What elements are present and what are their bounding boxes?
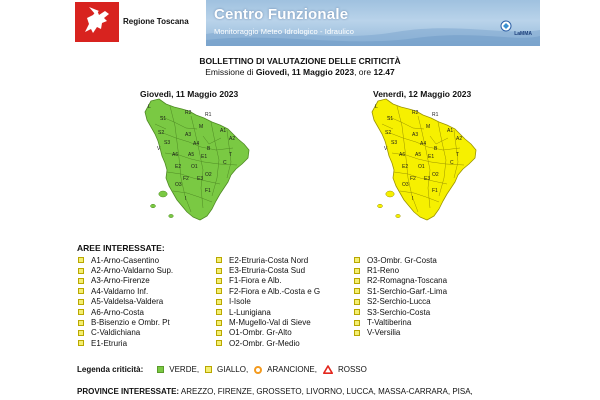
region-name: Regione Toscana — [123, 17, 189, 26]
yellow-square-icon — [78, 278, 84, 284]
area-label: M-Mugello-Val di Sieve — [229, 318, 311, 328]
zone-label: O3 — [402, 182, 409, 188]
area-item — [216, 286, 320, 296]
zone-label: T — [229, 152, 233, 158]
yellow-square-icon — [78, 299, 84, 305]
zone-label: T — [456, 152, 460, 158]
yellow-square-icon — [78, 330, 84, 336]
bulletin-title: BOLLETTINO DI VALUTAZIONE DELLE CRITICITÀ — [199, 56, 401, 66]
areas-column-1 — [78, 255, 173, 349]
emission-time: 12.47 — [373, 67, 395, 77]
yellow-square-icon — [205, 366, 212, 373]
legend-item-label: VERDE, — [169, 365, 200, 374]
zone-label: A5 — [188, 152, 195, 158]
area-label: O1-Ombr. Gr-Alto — [229, 328, 292, 338]
yellow-square-icon — [354, 268, 360, 274]
zone-label: C — [450, 160, 454, 166]
yellow-square-icon — [78, 309, 84, 315]
area-item — [78, 338, 173, 348]
zone-label: O3 — [175, 182, 182, 188]
yellow-square-icon — [354, 320, 360, 326]
island-shape — [377, 204, 382, 208]
yellow-square-icon — [78, 268, 84, 274]
area-item — [354, 297, 447, 307]
area-label: R2-Romagna-Toscana — [367, 276, 448, 286]
area-item — [78, 317, 173, 327]
area-item — [78, 307, 173, 317]
area-item — [216, 328, 320, 338]
zone-label: F2 — [410, 176, 416, 182]
centro-funzionale-banner — [206, 0, 540, 46]
yellow-square-icon — [216, 330, 222, 336]
area-label: A3-Arno-Firenze — [91, 276, 150, 286]
provinces-line — [77, 387, 473, 396]
area-label: T-Valtiberina — [367, 318, 412, 328]
zone-label: A4 — [193, 141, 200, 147]
partner-label: LaMMA — [514, 31, 532, 37]
area-label: A6-Arno-Costa — [91, 307, 144, 317]
yellow-square-icon — [354, 299, 360, 305]
zone-label: A1 — [220, 128, 227, 134]
red-triangle-icon — [323, 365, 333, 374]
area-label: O2-Ombr. Gr-Medio — [229, 338, 300, 348]
zone-label: R1 — [432, 112, 439, 118]
yellow-square-icon — [216, 340, 222, 346]
area-label: A1-Arno-Casentino — [91, 255, 160, 265]
area-label: B-Bisenzio e Ombr. Pt — [91, 318, 170, 328]
area-label: S2-Serchio-Lucca — [367, 297, 431, 307]
legend-item-label: GIALLO, — [217, 365, 249, 374]
area-item — [78, 255, 173, 265]
zone-label: R1 — [205, 112, 212, 118]
area-label: E2-Etruria-Costa Nord — [229, 255, 309, 265]
zone-label: V — [157, 146, 161, 152]
zone-label: V — [384, 146, 388, 152]
area-label: V-Versilia — [367, 328, 401, 338]
area-label: C-Valdichiana — [91, 328, 141, 338]
area-item — [216, 297, 320, 307]
area-item — [216, 338, 320, 348]
yellow-square-icon — [216, 320, 222, 326]
area-item — [216, 276, 320, 286]
yellow-square-icon — [216, 299, 222, 305]
zone-label: O1 — [418, 164, 425, 170]
emission-prefix: Emissione di — [205, 67, 254, 77]
zone-label: A4 — [420, 141, 427, 147]
area-item — [78, 276, 173, 286]
island-shape — [159, 191, 167, 197]
zone-label: A5 — [415, 152, 422, 158]
areas-title: AREE INTERESSATE: — [77, 243, 165, 253]
zone-label: B — [434, 146, 438, 152]
yellow-square-icon — [78, 288, 84, 294]
zone-label: A1 — [447, 128, 454, 134]
legend-item-label: ROSSO — [337, 365, 367, 374]
zone-label: F2 — [183, 176, 189, 182]
yellow-square-icon — [216, 268, 222, 274]
island-shape — [386, 191, 394, 197]
area-item — [78, 265, 173, 275]
tuscany-map-day1 — [141, 98, 261, 226]
zone-label: L — [148, 104, 151, 110]
zone-label: A3 — [185, 132, 192, 138]
yellow-square-icon — [354, 288, 360, 294]
emission-date: Giovedì, 11 Maggio 2023 — [255, 67, 355, 77]
area-item — [78, 286, 173, 296]
area-label: L-Lunigiana — [229, 307, 271, 317]
area-label: S3-Serchio-Costa — [367, 307, 431, 317]
area-label: A2-Arno-Valdarno Sup. — [91, 266, 174, 276]
area-label: S1-Serchio-Garf.-Lima — [367, 286, 448, 296]
area-label: F2-Fiora e Alb.-Costa e G — [229, 286, 321, 296]
pegasus-icon — [75, 2, 119, 42]
zone-label: E1 — [428, 154, 435, 160]
zone-label: E1 — [201, 154, 208, 160]
zone-label: E2 — [402, 164, 409, 170]
zone-label: M — [199, 124, 204, 130]
legend-item-rosso — [323, 365, 367, 374]
zone-label: I — [412, 196, 414, 202]
legend-label: Legenda criticità: — [77, 365, 144, 374]
regione-toscana-logo — [75, 2, 119, 42]
zone-label: A2 — [229, 136, 236, 142]
zone-label: S1 — [387, 116, 394, 122]
area-label: A5-Valdelsa-Valdera — [91, 297, 164, 307]
area-item — [354, 328, 447, 338]
zone-label: S3 — [164, 140, 171, 146]
area-label: E1-Etruria — [91, 338, 128, 348]
emission-line — [0, 67, 600, 77]
area-label: I-Isole — [229, 297, 251, 307]
zone-label: O2 — [432, 172, 439, 178]
zone-label: S2 — [385, 130, 392, 136]
zone-label: A3 — [412, 132, 419, 138]
area-label: E3-Etruria-Costa Sud — [229, 266, 306, 276]
criticality-map-day2 — [368, 98, 488, 226]
zone-label: S1 — [160, 116, 167, 122]
map-date-day1: Giovedì, 11 Maggio 2023 — [140, 89, 239, 99]
area-label: A4-Valdarno Inf. — [91, 286, 149, 296]
zone-label: A6 — [172, 152, 179, 158]
provinces-label: PROVINCE INTERESSATE: — [77, 387, 180, 396]
yellow-square-icon — [78, 340, 84, 346]
area-label: O3-Ombr. Gr-Costa — [367, 255, 437, 265]
yellow-square-icon — [216, 278, 222, 284]
area-item — [216, 307, 320, 317]
zone-label: O1 — [191, 164, 198, 170]
area-item — [354, 265, 447, 275]
area-label: F1-Fiora e Alb. — [229, 276, 282, 286]
zone-label: B — [207, 146, 211, 152]
area-item — [354, 255, 447, 265]
banner-subtitle: Monitoraggio Meteo Idrologico - Idraulico — [214, 27, 355, 36]
area-item — [354, 286, 447, 296]
banner-title: Centro Funzionale — [214, 6, 349, 23]
criticality-map-day1 — [141, 98, 261, 226]
zone-label: E3 — [197, 176, 204, 182]
zone-label: C — [223, 160, 227, 166]
yellow-square-icon — [216, 257, 222, 263]
area-item — [78, 297, 173, 307]
yellow-square-icon — [354, 278, 360, 284]
lamma-logo-icon — [498, 20, 532, 40]
zone-label: S3 — [391, 140, 398, 146]
tuscany-map-day2 — [368, 98, 488, 226]
island-shape — [396, 214, 400, 217]
area-item — [216, 265, 320, 275]
yellow-square-icon — [216, 309, 222, 315]
areas-column-3 — [354, 255, 447, 338]
legend-item-arancione — [254, 365, 317, 374]
yellow-square-icon — [354, 330, 360, 336]
yellow-square-icon — [216, 288, 222, 294]
zone-label: I — [185, 196, 187, 202]
areas-column-2 — [216, 255, 320, 349]
orange-circle-icon — [254, 366, 262, 374]
legend-item-giallo — [205, 365, 248, 374]
island-shape — [169, 214, 173, 217]
map-date-day2: Venerdì, 12 Maggio 2023 — [373, 89, 472, 99]
yellow-square-icon — [78, 257, 84, 263]
emission-time-prefix: , ore — [354, 67, 372, 77]
header — [75, 0, 540, 47]
provinces-list: AREZZO, FIRENZE, GROSSETO, LIVORNO, LUCCA, MASSA-CARRARA, PISA, — [180, 387, 473, 396]
legend-item-label: ARANCIONE, — [267, 365, 317, 374]
area-item — [354, 317, 447, 327]
zone-label: O2 — [205, 172, 212, 178]
island-shape — [150, 204, 155, 208]
zone-label: R2 — [185, 110, 192, 116]
zone-label: E3 — [424, 176, 431, 182]
green-square-icon — [157, 366, 164, 373]
zone-label: A6 — [399, 152, 406, 158]
zone-label: A2 — [456, 136, 463, 142]
zone-label: S2 — [158, 130, 165, 136]
zone-label: E2 — [175, 164, 182, 170]
zone-label: R2 — [412, 110, 419, 116]
zone-label: F1 — [432, 188, 438, 194]
yellow-square-icon — [78, 320, 84, 326]
zone-label: M — [426, 124, 431, 130]
zone-label: F1 — [205, 188, 211, 194]
criticality-legend — [77, 365, 373, 374]
yellow-square-icon — [354, 257, 360, 263]
area-item — [354, 307, 447, 317]
legend-item-verde — [157, 365, 199, 374]
area-item — [78, 328, 173, 338]
yellow-square-icon — [354, 309, 360, 315]
area-label: R1-Reno — [367, 266, 400, 276]
zone-label: L — [375, 104, 378, 110]
area-item — [354, 276, 447, 286]
area-item — [216, 317, 320, 327]
area-item — [216, 255, 320, 265]
